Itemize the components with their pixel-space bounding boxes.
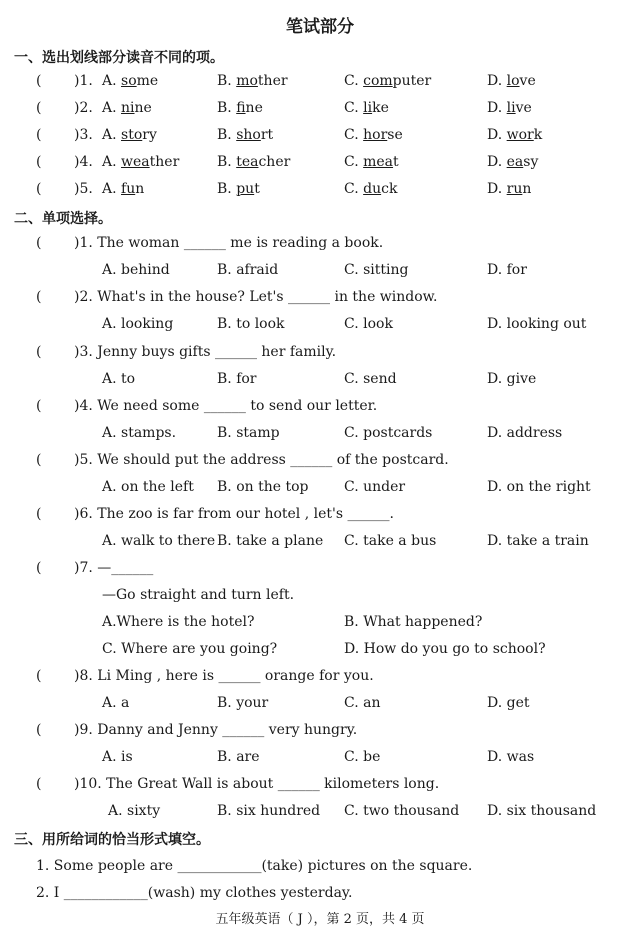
options-row <box>0 425 640 445</box>
option-text: ke <box>372 100 389 116</box>
question-line <box>0 587 640 607</box>
underlined-letters: sto <box>121 127 143 143</box>
question-row <box>0 289 640 309</box>
option-text: ne <box>134 100 152 116</box>
option-a <box>102 127 157 143</box>
option-b <box>217 154 290 170</box>
fill-item-text: 1. Some people are ____________(take) pictures on the square. <box>36 858 473 874</box>
section2-heading: 二、单项选择。 <box>14 211 112 227</box>
option-text: ve <box>519 73 536 89</box>
question-stem: )7. —______ <box>74 560 154 576</box>
options-row <box>0 641 640 661</box>
page-title: 笔试部分 <box>286 17 354 37</box>
question-row <box>0 722 640 742</box>
option-c <box>344 73 431 89</box>
answer-paren[interactable]: ( <box>36 289 42 305</box>
option-text: A. <box>102 181 122 197</box>
option-d: D. was <box>487 749 535 765</box>
answer-paren[interactable]: ( <box>36 344 42 360</box>
option-d <box>487 100 532 116</box>
option-b: B. six hundred <box>217 803 321 819</box>
underlined-letters: fi <box>236 100 246 116</box>
option-b <box>217 73 288 89</box>
option-c: C. postcards <box>344 425 433 441</box>
question-stem: )2. What's in the house? Let's ______ in the window. <box>74 289 438 305</box>
option-text: me <box>136 73 159 89</box>
answer-paren[interactable]: ( <box>36 154 42 170</box>
option-d: D. How do you go to school? <box>344 641 546 657</box>
underlined-letters: ni <box>121 100 135 116</box>
option-d: D. get <box>487 695 530 711</box>
underlined-letters: fu <box>121 181 136 197</box>
option-a: A. looking <box>102 316 174 332</box>
question-row <box>0 452 640 472</box>
option-b <box>217 181 260 197</box>
option-d: D. take a train <box>487 533 589 549</box>
option-text: B. <box>217 154 237 170</box>
underlined-letters: wor <box>506 127 534 143</box>
option-c <box>344 100 389 116</box>
fill-item <box>0 858 640 878</box>
option-a <box>102 73 158 89</box>
option-b: B. for <box>217 371 257 387</box>
option-a <box>102 100 152 116</box>
option-text: B. <box>217 181 237 197</box>
option-a: A. walk to there <box>102 533 216 549</box>
question-stem: )8. Li Ming , here is ______ orange for you. <box>74 668 374 684</box>
answer-paren[interactable]: ( <box>36 398 42 414</box>
section3-heading: 三、用所给词的恰当形式填空。 <box>14 832 210 848</box>
question-stem: )9. Danny and Jenny ______ very hungry. <box>74 722 358 738</box>
answer-paren[interactable]: ( <box>36 722 42 738</box>
option-text: k <box>533 127 543 143</box>
option-c: C. be <box>344 749 381 765</box>
option-b: B. afraid <box>217 262 279 278</box>
question-row <box>0 235 640 255</box>
underlined-letters: hor <box>363 127 388 143</box>
option-b: B. to look <box>217 316 285 332</box>
option-text: C. <box>344 154 364 170</box>
option-text: D. <box>487 154 507 170</box>
option-text: rt <box>260 127 274 143</box>
options-row <box>0 614 640 634</box>
option-d <box>487 154 538 170</box>
question-number: )4. <box>74 154 93 170</box>
option-text: n <box>522 181 532 197</box>
underlined-letters: wea <box>121 154 150 170</box>
option-b: B. stamp <box>217 425 280 441</box>
option-text: A. <box>102 100 122 116</box>
question-number: )1. <box>74 73 93 89</box>
question-stem: )10. The Great Wall is about ______ kilometers long. <box>74 776 440 792</box>
answer-paren[interactable]: ( <box>36 100 42 116</box>
option-c: C. take a bus <box>344 533 437 549</box>
option-c <box>344 154 399 170</box>
underlined-letters: mea <box>363 154 394 170</box>
option-text: B. <box>217 73 237 89</box>
question-row <box>0 776 640 796</box>
option-text: n <box>135 181 145 197</box>
option-a: A. behind <box>102 262 170 278</box>
option-text: ther <box>257 73 288 89</box>
fill-item <box>0 885 640 905</box>
underlined-letters: ea <box>506 154 524 170</box>
question-stem: )4. We need some ______ to send our letter. <box>74 398 378 414</box>
section1-heading: 一、选出划线部分读音不同的项。 <box>14 50 224 66</box>
option-text: A. <box>102 127 122 143</box>
options-row <box>0 803 640 823</box>
options-row <box>0 533 640 553</box>
option-a: A.Where is the hotel? <box>102 614 255 630</box>
answer-paren[interactable]: ( <box>36 776 42 792</box>
option-d: D. looking out <box>487 316 587 332</box>
question-row <box>0 100 640 120</box>
option-text: B. <box>217 100 237 116</box>
option-d: D. on the right <box>487 479 591 495</box>
option-b: B. are <box>217 749 260 765</box>
option-b: B. on the top <box>217 479 309 495</box>
option-c: C. send <box>344 371 397 387</box>
option-d: D. for <box>487 262 527 278</box>
option-c: C. sitting <box>344 262 409 278</box>
option-d <box>487 73 536 89</box>
underlined-letters: li <box>363 100 373 116</box>
option-d <box>487 127 542 143</box>
dialogue-line: —Go straight and turn left. <box>102 587 295 603</box>
answer-paren[interactable]: ( <box>36 127 42 143</box>
options-row <box>0 316 640 336</box>
fill-item-text: 2. I ____________(wash) my clothes yesterday. <box>36 885 353 901</box>
option-c: C. look <box>344 316 393 332</box>
option-b <box>217 127 273 143</box>
underlined-letters: lo <box>506 73 520 89</box>
question-row <box>0 398 640 418</box>
option-text: B. <box>217 127 237 143</box>
underlined-letters: mo <box>236 73 258 89</box>
underlined-letters: pu <box>236 181 255 197</box>
underlined-letters: tea <box>236 154 259 170</box>
option-c: C. Where are you going? <box>102 641 278 657</box>
underlined-letters: sho <box>236 127 261 143</box>
option-text: C. <box>344 127 364 143</box>
question-number: )3. <box>74 127 93 143</box>
question-stem: )6. The zoo is far from our hotel , let's ______. <box>74 506 394 522</box>
option-text: C. <box>344 100 364 116</box>
options-row <box>0 695 640 715</box>
option-d: D. six thousand <box>487 803 597 819</box>
option-text: A. <box>102 154 122 170</box>
option-text: D. <box>487 100 507 116</box>
option-c: C. two thousand <box>344 803 460 819</box>
option-d: D. give <box>487 371 537 387</box>
question-row <box>0 506 640 526</box>
option-text: D. <box>487 127 507 143</box>
question-number: )5. <box>74 181 93 197</box>
options-row <box>0 479 640 499</box>
option-text: sy <box>523 154 539 170</box>
option-text: t <box>393 154 399 170</box>
option-text: C. <box>344 181 364 197</box>
option-a: A. a <box>102 695 130 711</box>
option-a: A. to <box>102 371 136 387</box>
question-row <box>0 560 640 580</box>
question-row <box>0 668 640 688</box>
option-c: C. under <box>344 479 406 495</box>
option-a: A. is <box>102 749 133 765</box>
underlined-letters: com <box>363 73 393 89</box>
option-a: A. stamps. <box>102 425 177 441</box>
option-a <box>102 181 144 197</box>
answer-paren[interactable]: ( <box>36 452 42 468</box>
question-stem: )5. We should put the address ______ of the postcard. <box>74 452 449 468</box>
answer-paren[interactable]: ( <box>36 181 42 197</box>
option-text: D. <box>487 181 507 197</box>
underlined-letters: li <box>506 100 516 116</box>
option-b: B. your <box>217 695 269 711</box>
option-text: ve <box>515 100 532 116</box>
options-row <box>0 262 640 282</box>
option-a: A. on the left <box>102 479 194 495</box>
option-text: se <box>387 127 403 143</box>
option-text: t <box>254 181 260 197</box>
question-number: )2. <box>74 100 93 116</box>
options-row <box>0 371 640 391</box>
underlined-letters: ru <box>506 181 523 197</box>
answer-paren[interactable]: ( <box>36 235 42 251</box>
question-row <box>0 73 640 93</box>
answer-paren[interactable]: ( <box>36 560 42 576</box>
question-stem: )3. Jenny buys gifts ______ her family. <box>74 344 337 360</box>
option-c <box>344 181 397 197</box>
option-text: ther <box>149 154 180 170</box>
option-a <box>102 154 179 170</box>
option-d <box>487 181 531 197</box>
option-b <box>217 100 263 116</box>
option-b: B. take a plane <box>217 533 324 549</box>
option-text: C. <box>344 73 364 89</box>
option-d: D. address <box>487 425 563 441</box>
option-text: puter <box>392 73 432 89</box>
option-text: ne <box>245 100 263 116</box>
option-b: B. What happened? <box>344 614 483 630</box>
option-text: A. <box>102 73 122 89</box>
option-c: C. an <box>344 695 381 711</box>
option-text: D. <box>487 73 507 89</box>
option-text: cher <box>258 154 291 170</box>
question-row <box>0 154 640 174</box>
page-footer: 五年级英语（ J ），第 2 页，共 4 页 <box>215 912 425 927</box>
question-stem: )1. The woman ______ me is reading a book. <box>74 235 384 251</box>
option-a: A. sixty <box>108 803 161 819</box>
option-text: ck <box>381 181 398 197</box>
option-text: ry <box>142 127 157 143</box>
option-c <box>344 127 403 143</box>
question-row <box>0 344 640 364</box>
underlined-letters: du <box>363 181 382 197</box>
answer-paren[interactable]: ( <box>36 506 42 522</box>
answer-paren[interactable]: ( <box>36 73 42 89</box>
answer-paren[interactable]: ( <box>36 668 42 684</box>
question-row <box>0 127 640 147</box>
options-row <box>0 749 640 769</box>
underlined-letters: so <box>121 73 137 89</box>
question-row <box>0 181 640 201</box>
